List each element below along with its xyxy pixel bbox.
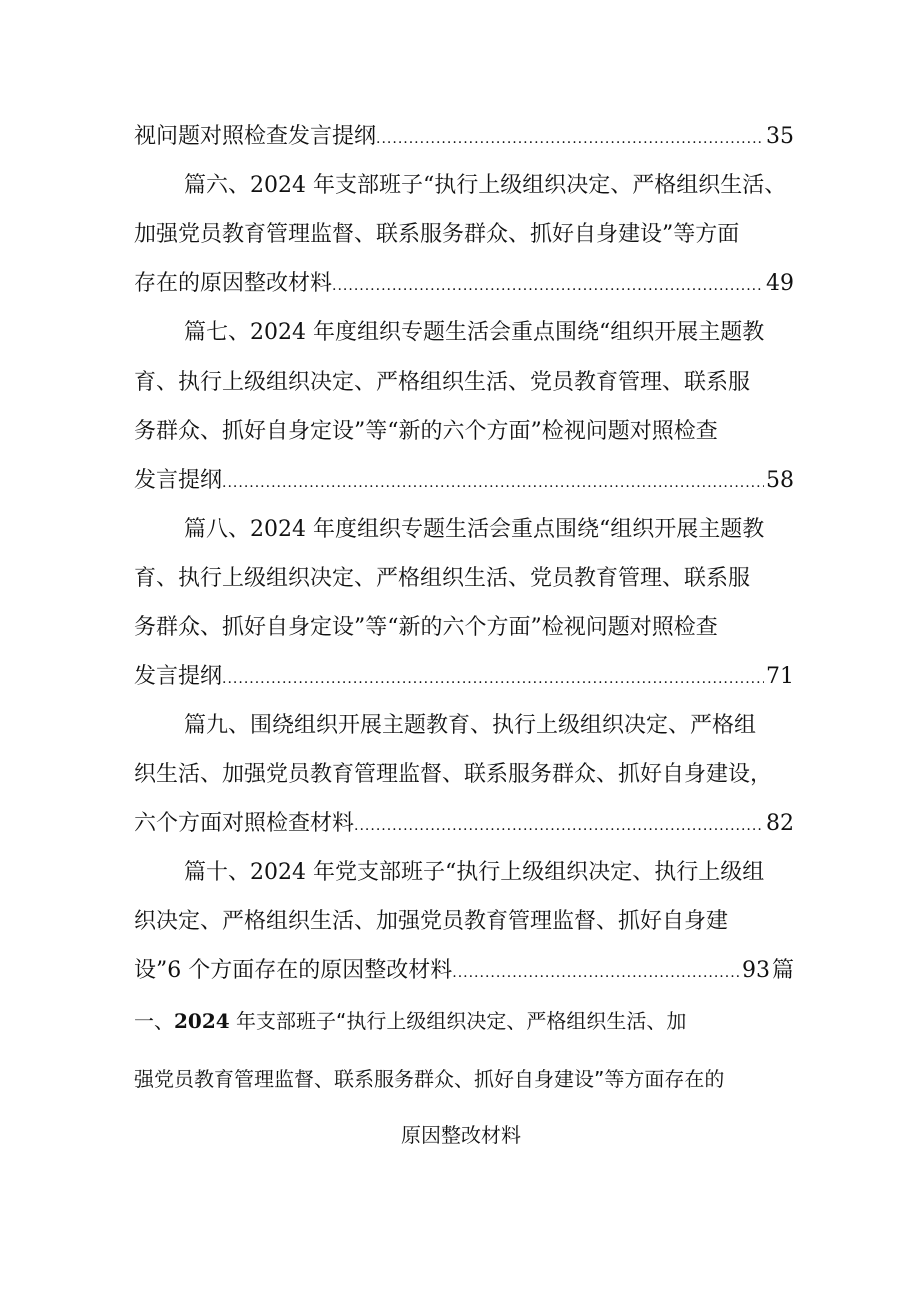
toc-entry-6-line-2[interactable]: 加强党员教育管理监督、联系服务群众、抓好自身建设”等方面 bbox=[134, 222, 740, 247]
toc-entry-7-line-4[interactable] bbox=[134, 464, 794, 498]
toc-entry-text: 六个方面对照检查材料 bbox=[134, 811, 355, 836]
toc-leader-dots bbox=[222, 466, 764, 498]
toc-entry-10-line-1[interactable]: 篇十、2024 年党支部班子“执行上级组织决定、执行上级组 bbox=[184, 860, 765, 885]
toc-entry-7-line-2[interactable]: 育、执行上级组织决定、严格组织生活、党员教育管理、联系服 bbox=[134, 370, 751, 395]
toc-entry-10-line-3[interactable] bbox=[134, 954, 794, 988]
toc-page-number: 35 bbox=[766, 124, 794, 149]
toc-page-number: 93 bbox=[741, 958, 770, 983]
section-heading-line-3: 原因整改材料 bbox=[401, 1123, 521, 1147]
toc-entry-7-line-1[interactable]: 篇七、2024 年度组织专题生活会重点围绕“组织开展主题教 bbox=[184, 320, 765, 345]
toc-entry-9-line-2[interactable]: 织生活、加强党员教育管理监督、联系服务群众、抓好自身建设， bbox=[134, 762, 773, 787]
toc-entry-8-line-3[interactable]: 务群众、抓好自身定设”等“新的六个方面”检视问题对照检查 bbox=[134, 615, 718, 640]
toc-leader-dots bbox=[332, 269, 764, 301]
section-heading-line-1 bbox=[134, 1006, 686, 1036]
toc-entry-text: 发言提纲 bbox=[134, 468, 223, 493]
toc-entry-9-line-3[interactable] bbox=[134, 807, 794, 841]
toc-entry-10-line-2[interactable]: 织决定、严格组织生活、加强党员教育管理监督、抓好自身建 bbox=[134, 909, 729, 934]
toc-entry-8-line-2[interactable]: 育、执行上级组织决定、严格组织生活、党员教育管理、联系服 bbox=[134, 566, 751, 591]
toc-entry-8-line-4[interactable] bbox=[134, 660, 794, 694]
section-heading-line-2: 强党员教育管理监督、联系服务群众、抓好自身建设”等方面存在的 bbox=[134, 1067, 725, 1091]
toc-leader-dots bbox=[452, 956, 740, 988]
toc-page-number: 71 bbox=[766, 664, 794, 689]
toc-entry-text: 发言提纲 bbox=[134, 664, 223, 689]
toc-entry-7-line-3[interactable]: 务群众、抓好自身定设”等“新的六个方面”检视问题对照检查 bbox=[134, 419, 718, 444]
toc-entry-8-line-1[interactable]: 篇八、2024 年度组织专题生活会重点围绕“组织开展主题教 bbox=[184, 517, 765, 542]
toc-entry-5-tail[interactable] bbox=[134, 120, 794, 154]
toc-entry-6-line-3[interactable] bbox=[134, 267, 794, 301]
toc-leader-dots bbox=[222, 662, 764, 694]
toc-leader-dots bbox=[354, 809, 764, 841]
toc-entry-text: 视问题对照检查发言提纲 bbox=[134, 124, 377, 149]
toc-entry-text: 存在的原因整改材料 bbox=[134, 271, 333, 296]
toc-trailing-text: 篇 bbox=[771, 958, 794, 983]
toc-page-number: 82 bbox=[766, 811, 794, 836]
toc-entry-9-line-1[interactable]: 篇九、围绕组织开展主题教育、执行上级组织决定、严格组 bbox=[184, 713, 757, 738]
heading-prefix: 一、 bbox=[134, 1009, 174, 1033]
toc-leader-dots bbox=[376, 122, 764, 154]
toc-page-number: 58 bbox=[766, 468, 794, 493]
toc-entry-6-line-1[interactable]: 篇六、2024 年支部班子“执行上级组织决定、严格组织生活、 bbox=[184, 173, 787, 198]
heading-line-1-rest: 年支部班子“执行上级组织决定、严格组织生活、加 bbox=[229, 1009, 687, 1033]
heading-year: 2024 bbox=[174, 1009, 230, 1033]
toc-page-number: 49 bbox=[766, 271, 794, 296]
toc-entry-text: 设”6 个方面存在的原因整改材料 bbox=[134, 958, 453, 983]
